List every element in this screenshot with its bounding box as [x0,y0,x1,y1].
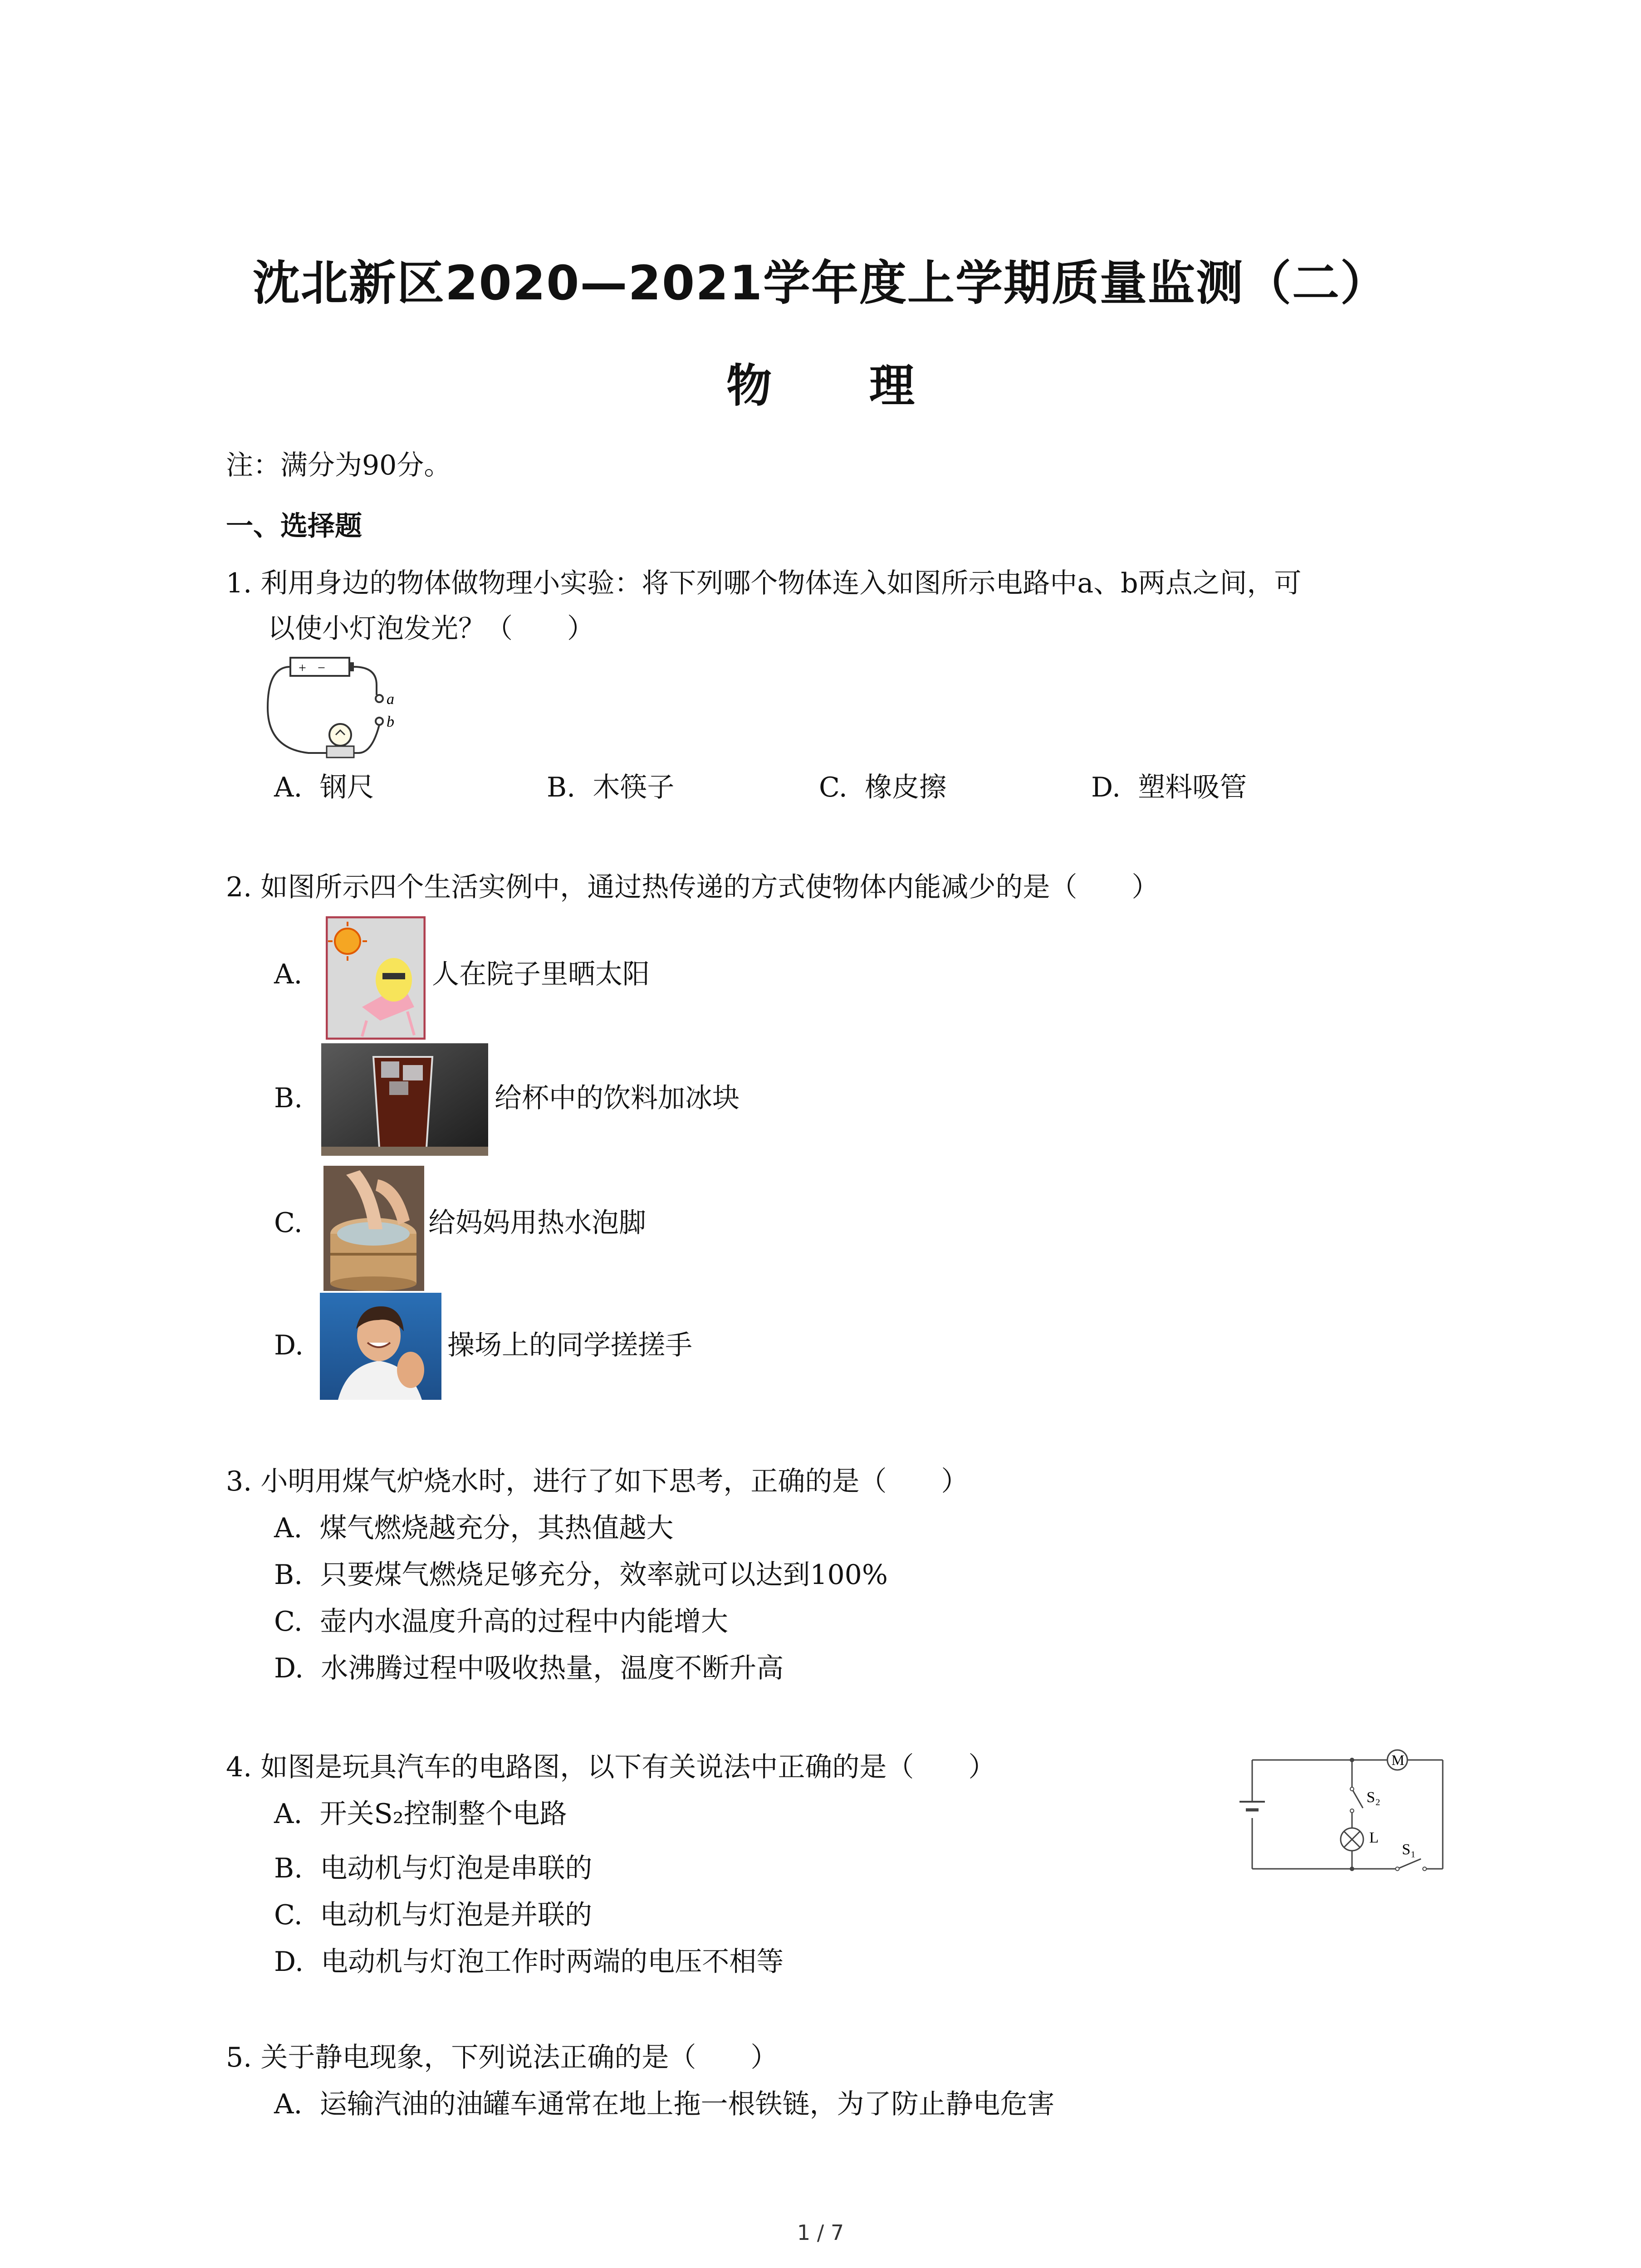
q1-option-d: D. 塑料吸管 [1091,772,1247,803]
q1-circuit-figure [263,653,413,767]
q2-option-c-label: C. [274,1207,303,1239]
q4-option-d: D. 电动机与灯泡工作时两端的电压不相等 [274,1946,784,1978]
iced-drink-picture [321,1043,488,1156]
terminal-a-label: a [387,691,394,708]
score-note: 注：满分为90分。 [226,450,451,481]
lamp-label: L [1369,1829,1379,1846]
terminal-b [376,718,383,725]
q2-option-d-label: D. [274,1330,304,1361]
q3-option-d: D. 水沸腾过程中吸收热量，温度不断升高 [274,1652,784,1684]
q3-option-b: B. 只要煤气燃烧足够充分，效率就可以达到100% [274,1559,888,1591]
q4-option-b: B. 电动机与灯泡是串联的 [274,1853,593,1884]
rubbing-hands-picture [320,1293,441,1400]
q5-option-a: A. 运输汽油的油罐车通常在地上拖一根铁链，为了防止静电危害 [274,2088,1055,2120]
terminal-b-label: b [387,714,394,730]
section-heading: 一、选择题 [226,510,362,542]
q2-option-b-text: 给杯中的饮料加冰块 [495,1082,740,1114]
sunbathing-picture [326,916,426,1040]
q4-option-c: C. 电动机与灯泡是并联的 [274,1899,592,1931]
q1-stem-line2: 以使小灯泡发光？（ ） [268,613,594,645]
bulb-base [327,746,354,758]
q2-option-a-text: 人在院子里晒太阳 [432,958,650,990]
q1-stem-line1: 1. 利用身边的物体做物理小实验：将下列哪个物体连入如图所示电路中a、b两点之间，可 [226,567,1302,599]
battery-plus-label: + [299,660,306,675]
bulb-icon [329,724,351,746]
q4-option-a: A. 开关S₂控制整个电路 [274,1798,567,1830]
q2-stem: 2. 如图所示四个生活实例中，通过热传递的方式使物体内能减少的是（ ） [226,871,1159,903]
q3-option-a: A. 煤气燃烧越充分，其热值越大 [274,1512,674,1544]
q1-option-a: A. 钢尺 [274,772,374,803]
q2-option-d-text: 操场上的同学搓搓手 [447,1330,692,1361]
q1-option-c: C. 橡皮擦 [819,772,946,803]
foot-soaking-picture [323,1166,424,1291]
q2-option-c-text: 给妈妈用热水泡脚 [428,1207,646,1239]
subject-title: 物 理 [726,359,955,412]
q2-option-b-label: B. [274,1082,303,1114]
switch-s1-label: S₁ [1402,1841,1416,1858]
terminal-a [376,695,383,702]
exam-title: 沈北新区2020—2021学年度上学期质量监测（二） [253,255,1388,311]
q1-option-b: B. 木筷子 [547,772,675,803]
q2-option-a-label: A. [274,958,303,990]
q5-stem: 5. 关于静电现象，下列说法正确的是（ ） [226,2042,778,2073]
page-number: 1 / 7 [797,2220,844,2245]
q3-option-c: C. 壶内水温度升高的过程中内能增大 [274,1606,728,1637]
switch-s2-label: S₂ [1367,1789,1381,1806]
q4-stem: 4. 如图是玩具汽车的电路图，以下有关说法中正确的是（ ） [226,1751,996,1783]
q3-stem: 3. 小明用煤气炉烧水时，进行了如下思考，正确的是（ ） [226,1466,969,1497]
q4-circuit-figure [1234,1742,1470,1878]
motor-label: M [1391,1752,1405,1768]
battery-minus-label: − [318,660,325,675]
